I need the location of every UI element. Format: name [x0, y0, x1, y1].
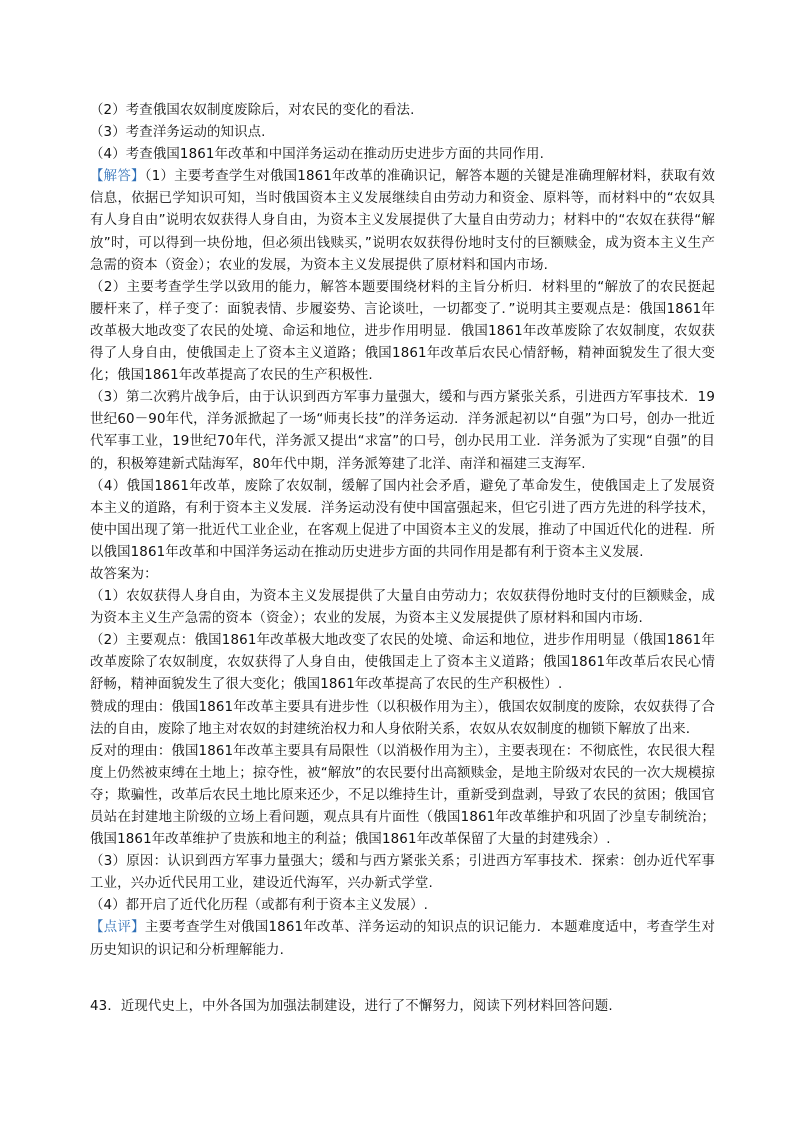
answer-text-1: （1）主要考查学生对俄国1861年改革的准确识记，解答本题的关键是准确理解材料，获取有效信息，依据已学知识可知，当时俄国资本主义发展继续自由劳动力和资金、原料等，而材料中的“农奴具有人身自由”说明农奴获得人身自由，为资本主义发展提供了大量自由劳动力；材料中的“农奴在获得“解放”时，可以得到一块份地，但必须出钱赎买，”说明农奴获得份地时支付的巨额赎金，成为资本主义生产急需的资本（资金）；农业的发展，为资本主义发展提供了原材料和国内市场. [90, 169, 715, 273]
final-answer-3: （3）原因：认识到西方军事力量强大；缓和与西方紧张关系；引进西方军事技术．探索：创办近代军事工业，兴办近代民用工业，建设近代海军，兴办新式学堂. [90, 854, 715, 892]
analysis-item-4: （4）考查俄国1861年改革和中国洋务运动在推动历史进步方面的共同作用. [90, 147, 544, 163]
analysis-item-2: （2）考查俄国农奴制度废除后，对农民的变化的看法. [90, 103, 415, 118]
final-answer-1: （1）农奴获得人身自由，为资本主义发展提供了大量自由劳动力；农奴获得份地时支付的巨额赎金，成为资本主义生产急需的资本（资金）；农业的发展，为资本主义发展提供了原材料和国内市场. [90, 589, 715, 627]
final-answer-2-agree: 赞成的理由：俄国1861年改革主要具有进步性（以积极作用为主），俄国农奴制度的废除，农奴获得了合法的自由，废除了地主对农奴的封建统治权力和人身依附关系，农奴从农奴制度的枷锁下解放了出来. [90, 699, 715, 737]
comment [90, 917, 715, 961]
question-43: 43．近现代史上，中外各国为加强法制建设，进行了不懈努力，阅读下列材料回答问题. [90, 998, 613, 1014]
final-answer-4: （4）都开启了近代化历程（或都有利于资本主义发展）. [90, 898, 429, 914]
answer-part-2: （2）主要考查学生学以致用的能力，解答本题要围绕材料的主旨分析归．材料里的“解放了的农民挺起腰杆来了，样子变了：面貌表情、步履姿势、言论谈吐，一切都变了．”说明其主要观点是：俄国1861年改革极大地改变了农民的处境、命运和地位，进步作用明显．俄国1861年改革废除了农奴制度，农奴获得了人身自由，使俄国走上了资本主义道路；俄国1861年改革后农民心情舒畅，精神面貌发生了很大变化；俄国1861年改革提高了农民的生产积极性. [90, 279, 715, 384]
final-answer-2-oppose: 反对的理由：俄国1861年改革主要具有局限性（以消极作用为主），主要表现在：不彻底性，农民很大程度上仍然被束缚在土地上；掠夺性，被“解放”的农民要付出高额赎金，是地主阶级对农民的一次大规模掠夺；欺骗性，改革后农民土地比原来还少，不足以维持生计，重新受到盘剥，导致了农民的贫困；俄国官员站在封建地主阶级的立场上看问题，观点具有片面性（俄国1861年改革维护和巩固了沙皇专制统治；俄国1861年改革维护了贵族和地主的利益；俄国1861年改革保留了大量的封建残余）. [90, 743, 715, 848]
final-answer-2: （2）主要观点：俄国1861年改革极大地改变了农民的处境、命运和地位，进步作用明显（俄国1861年改革废除了农奴制度，农奴获得了人身自由，使俄国走上了资本主义道路；俄国1861年改革后农民心情舒畅，精神面貌发生了很大变化；俄国1861年改革提高了农民的生产积极性）. [90, 633, 715, 693]
answer-part-4: （4）俄国1861年改革，废除了农奴制，缓解了国内社会矛盾，避免了革命发生，使俄国走上了发展资本主义的道路，有利于资本主义发展．洋务运动没有使中国富强起来，但它引进了西方先进的科学技术，使中国出现了第一批近代工业企业，在客观上促进了中国资本主义的发展，推动了中国近代化的进程．所以俄国1861年改革和中国洋务运动在推动历史进步方面的共同作用是都有利于资本主义发展. [90, 478, 715, 560]
document-page [90, 100, 715, 1018]
answer-part-1 [90, 166, 715, 276]
final-answer-intro: 故答案为： [90, 566, 158, 582]
comment-text: 主要考查学生对俄国1861年改革、洋务运动的知识点的识记能力．本题难度适中，考查学生对历史知识的识记和分析理解能力. [90, 920, 715, 958]
analysis-item-3: （3）考查洋务运动的知识点. [90, 125, 266, 141]
answer-tag: 【解答】 [90, 169, 145, 185]
comment-tag: 【点评】 [90, 920, 145, 936]
answer-part-3: （3）第二次鸦片战争后，由于认识到西方军事力量强大，缓和与西方紧张关系，引进西方军事技术．19世纪60－90年代，洋务派掀起了一场“师夷长技”的洋务运动．洋务派起初以“自强”为口号，创办一批近代军事工业，19世纪70年代，洋务派又提出“求富”的口号，创办民用工业．洋务派为了实现“自强”的目的，积极筹建新式陆海军，80年代中期，洋务派筹建了北洋、南洋和福建三支海军. [90, 390, 715, 472]
spacer [90, 962, 715, 984]
